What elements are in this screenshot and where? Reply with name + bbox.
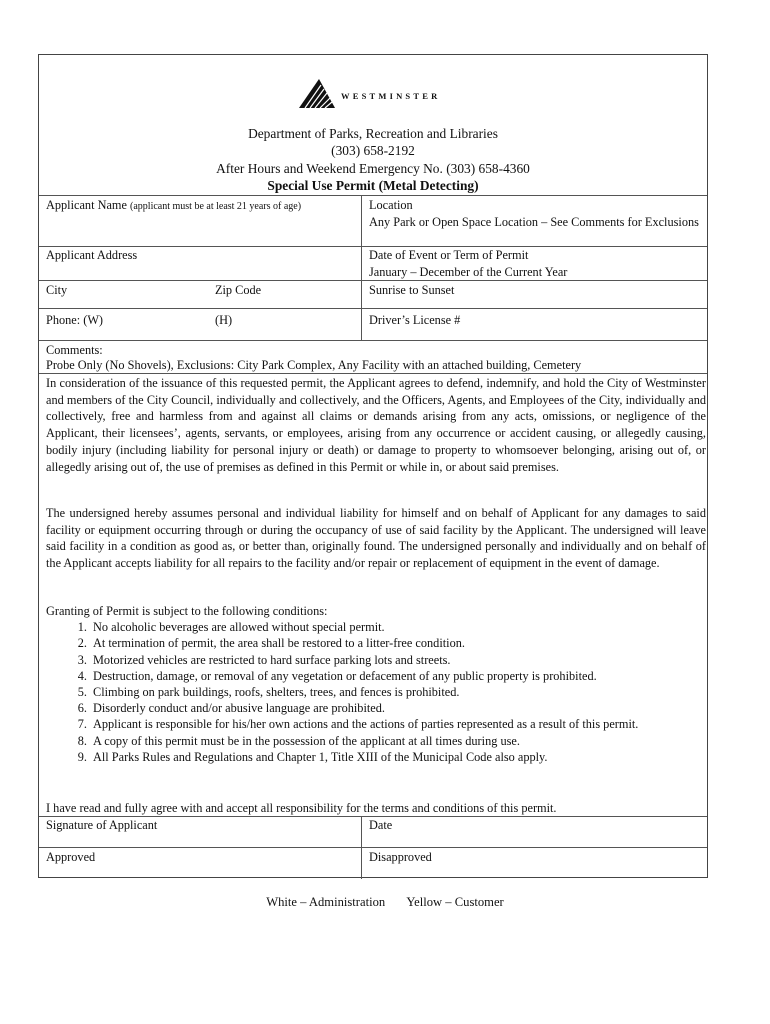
phone-home-label: (H) [215,313,233,327]
condition-item: 2. At termination of permit, the area shall be restored to a litter-free condition. [90,635,706,651]
phone-work-label: Phone: (W) [46,313,104,327]
comments-label: Comments: [46,343,103,357]
permit-title: Special Use Permit (Metal Detecting) [267,178,479,193]
applicant-signature-field[interactable] [46,817,157,834]
location-label: Location [369,198,413,212]
location-field [369,197,705,230]
approved-label: Approved [46,850,96,864]
signature-date-label: Date [369,818,393,832]
liability-paragraph: The undersigned hereby assumes personal and individual liability for himself and on behalf of Applicant for any damages to said facility or equipment occurring through or during the occupancy of use of said facility by the Applicant. The undersigned will leave said facility in a condition as good as, or better than, originally found. The undersigned personally and individually and on behalf of the Applicant accepts liability for all repairs to the facility and/or repair or replacement of equipment in the event of damage. [46,506,706,571]
applicant-age-note: (applicant must be at least 21 years of age) [130,201,302,212]
condition-item: 9. All Parks Rules and Regulations and Chapter 1, Title XIII of the Municipal Code also apply. [90,749,706,765]
department-phone: (303) 658-2192 [331,143,415,158]
form-header [39,55,707,195]
permit-date-value: January – December of the Current Year [369,264,568,279]
comments-text: Probe Only (No Shovels), Exclusions: City Park Complex, Any Facility with an attached building, Cemetery [46,358,582,372]
yellow-copy-label: Yellow – Customer [406,895,504,909]
permit-date-label: Date of Event or Term of Permit [369,248,529,262]
drivers-license-field[interactable] [369,312,460,329]
applicant-name-label: Applicant Name [46,198,127,212]
disapproved-field[interactable] [369,849,432,866]
applicant-address-field[interactable] [46,247,137,264]
condition-item: 4. Destruction, damage, or removal of any vegetation or defacement of any public property is prohibited. [90,668,706,684]
agreement-statement: I have read and fully agree with and accept all responsibility for the terms and conditions of this permit. [46,801,557,815]
condition-item: 6. Disorderly conduct and/or abusive language are prohibited. [90,700,706,716]
divider [39,340,707,341]
city-field[interactable] [46,282,67,299]
conditions-section [46,603,706,765]
emergency-phone: After Hours and Weekend Emergency No. (303) 658-4360 [216,161,530,176]
time-field [369,282,454,299]
zip-code-label: Zip Code [215,283,262,297]
applicant-name-field[interactable] [46,197,301,216]
drivers-license-label: Driver’s License # [369,313,461,327]
divider [39,847,707,848]
approved-field[interactable] [46,849,95,866]
time-value: Sunrise to Sunset [369,283,455,297]
condition-item: 1. No alcoholic beverages are allowed without special permit. [90,619,706,635]
divider [39,195,707,196]
copy-distribution-footer [0,895,770,910]
applicant-address-label: Applicant Address [46,248,138,262]
westminster-logo-icon [297,77,337,111]
white-copy-label: White – Administration [266,895,386,909]
applicant-signature-label: Signature of Applicant [46,818,158,832]
disapproved-label: Disapproved [369,850,432,864]
department-name: Department of Parks, Recreation and Libraries [248,126,498,141]
column-divider [361,195,362,340]
permit-date-field [369,247,705,280]
indemnity-paragraph: In consideration of the issuance of this requested permit, the Applicant agrees to defend, indemnify, and hold the City of Westminster and members of the City Council, individually and collectively, and the Officers, Agents, and Employees of the City, individually and collectively, free and harmless from and against all claims or demands arising from any acts, omissions, or negligence of the Applicant, their licensees’, agents, servants, or employees, arising from any occurrence or accident causing, or allegedly causing, bodily injury (including liability for personal injury or death) or damage to property to whomsoever belonging, arising out of, or allegedly arising out of, the use of premises as defined in this Permit or while in, or about said premises. [46,376,706,474]
conditions-list [46,619,706,765]
logo-text: WESTMINSTER [341,91,441,101]
phone-home-field[interactable] [215,312,232,329]
location-value: Any Park or Open Space Location – See Comments for Exclusions [369,214,699,229]
permit-form [38,54,708,878]
condition-item: 5. Climbing on park buildings, roofs, shelters, trees, and fences is prohibited. [90,684,706,700]
condition-item: 7. Applicant is responsible for his/her own actions and the actions of parties represented as a result of this permit. [90,716,706,732]
condition-item: 3. Motorized vehicles are restricted to hard surface parking lots and streets. [90,652,706,668]
condition-item: 8. A copy of this permit must be in the possession of the applicant at all times during use. [90,733,706,749]
zip-code-field[interactable] [215,282,261,299]
divider [39,308,707,309]
phone-work-field[interactable] [46,312,103,329]
column-divider [361,816,362,879]
city-label: City [46,283,68,297]
signature-date-field[interactable] [369,817,392,834]
conditions-intro: Granting of Permit is subject to the following conditions: [46,604,328,618]
